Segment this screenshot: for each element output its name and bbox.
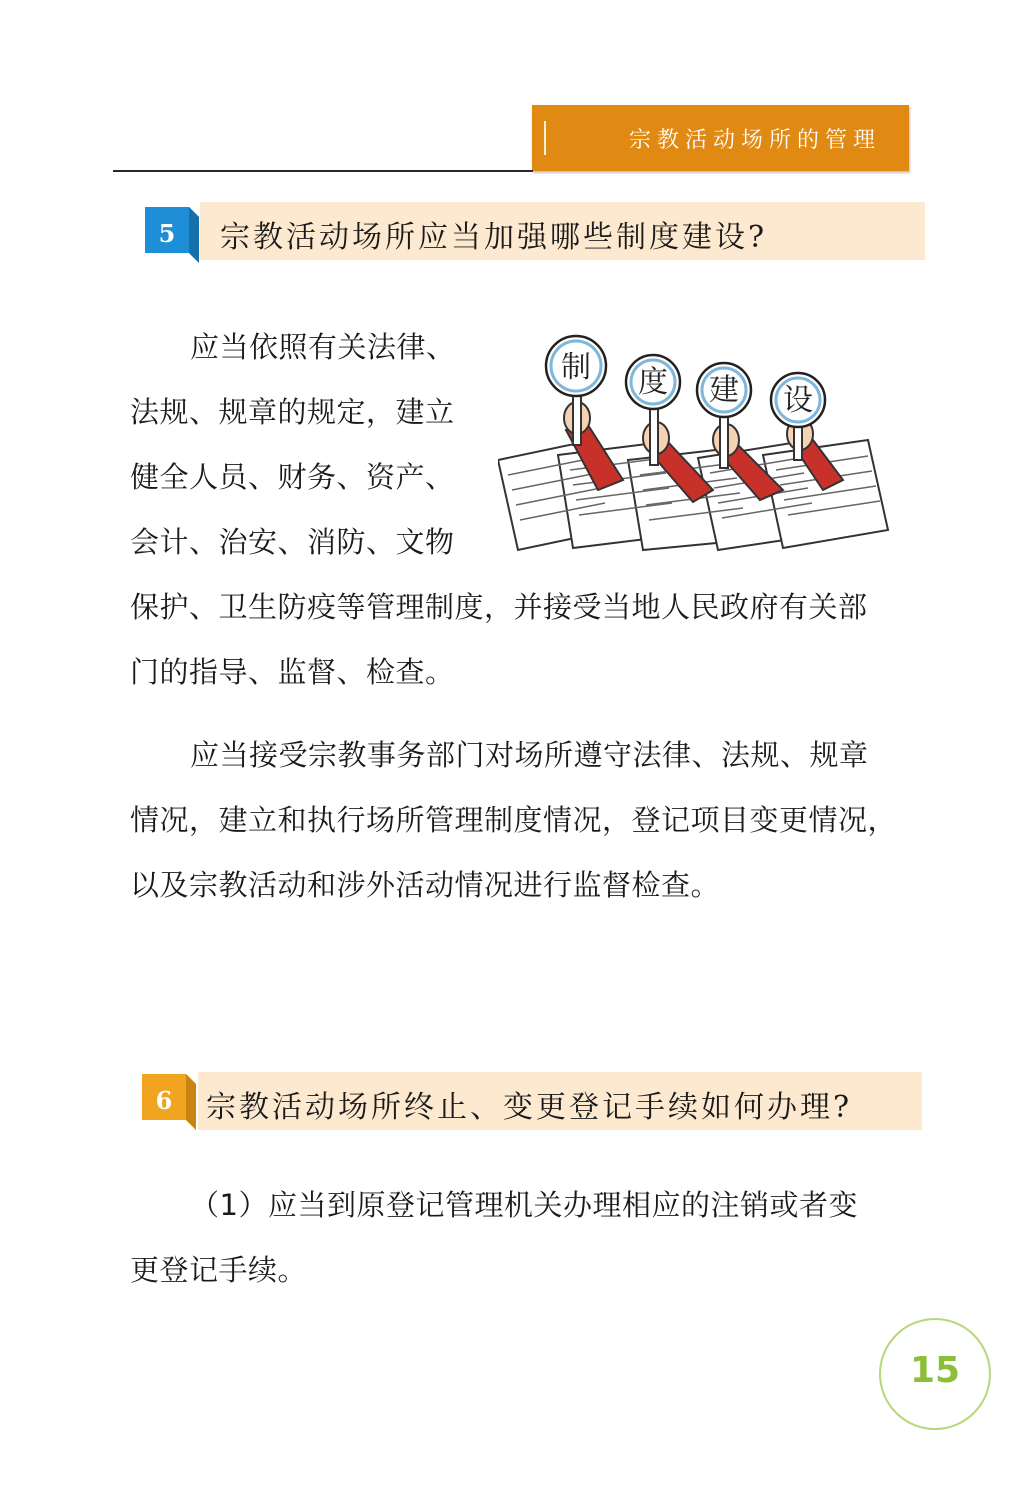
- q6-line-2: 更登记手续。: [130, 1253, 308, 1287]
- sign-text-3: 建: [709, 373, 739, 408]
- q5-p1-line-6: 门的指导、监督、检查。: [130, 655, 455, 689]
- q5-p1-line-4: 会计、治安、消防、文物: [130, 525, 455, 559]
- question-6-badge: [142, 1074, 196, 1130]
- q5-p1-line-3: 健全人员、财务、资产、: [130, 460, 455, 494]
- chapter-tab: [532, 105, 909, 171]
- question-5-title: 宗教活动场所应当加强哪些制度建设?: [220, 220, 768, 255]
- q6-line-1: （1）应当到原登记管理机关办理相应的注销或者变: [190, 1188, 858, 1222]
- q5-p2-line-2: 情况，建立和执行场所管理制度情况，登记项目变更情况，: [130, 803, 898, 837]
- q5-p1-line-5: 保护、卫生防疫等管理制度，并接受当地人民政府有关部: [130, 590, 868, 624]
- q5-p2-line-1: 应当接受宗教事务部门对场所遵守法律、法规、规章: [190, 738, 869, 772]
- q5-p1-line-2: 法规、规章的规定，建立: [130, 395, 455, 429]
- question-5-badge: [145, 207, 199, 263]
- sign-text-4: 设: [783, 383, 813, 418]
- tab-divider: [544, 121, 546, 155]
- header-rule: [113, 170, 533, 172]
- question-5-number: 5: [158, 219, 176, 248]
- page-number-circle: [879, 1318, 991, 1430]
- page-number: 15: [909, 1350, 961, 1391]
- sign-text-2: 度: [638, 365, 668, 400]
- question-6-title: 宗教活动场所终止、变更登记手续如何办理?: [206, 1090, 853, 1125]
- sign-text-1: 制: [561, 350, 591, 385]
- q5-p1-line-1: 应当依照有关法律、: [190, 330, 456, 364]
- institution-building-illustration: [498, 330, 890, 552]
- q5-p2-line-3: 以及宗教活动和涉外活动情况进行监督检查。: [130, 868, 721, 902]
- question-6-number: 6: [155, 1086, 173, 1115]
- chapter-title: 宗教活动场所的管理: [628, 128, 881, 153]
